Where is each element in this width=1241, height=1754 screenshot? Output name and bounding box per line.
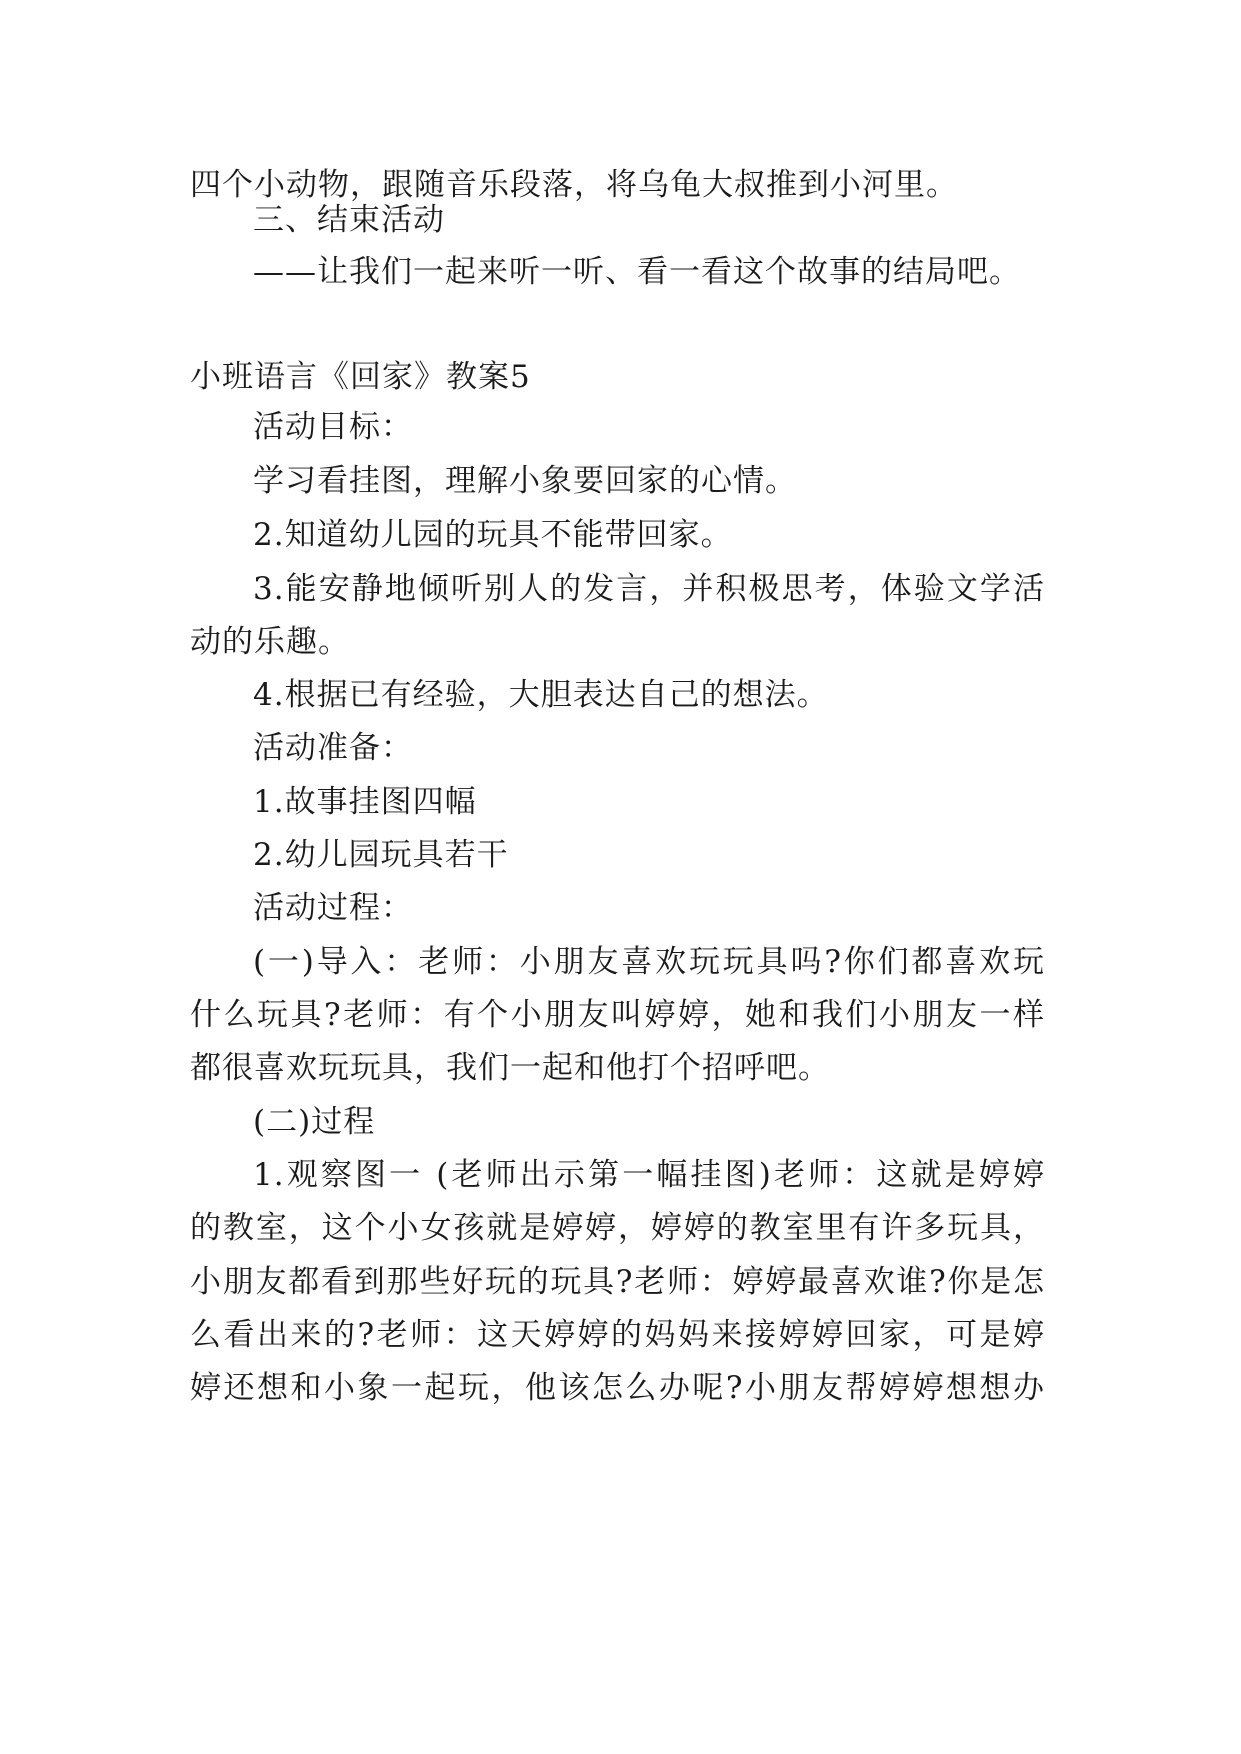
paragraph-line: ——让我们一起来听一听、看一看这个故事的结局吧。 [253,254,1021,290]
section-heading: 三、结束活动 [253,202,445,238]
paragraph-line: (一)导入：老师：小朋友喜欢玩玩具吗?你们都喜欢玩 [253,944,1045,980]
paragraph-line: 1.观察图一 (老师出示第一幅挂图)老师：这就是婷婷 [253,1157,1045,1193]
section-heading: 活动过程： [253,890,413,926]
list-item: 2.幼儿园玩具若干 [253,837,509,873]
section-heading: 活动准备： [253,730,413,766]
paragraph-line: 都很喜欢玩玩具，我们一起和他打个招呼吧。 [190,1050,830,1086]
paragraph-line: 动的乐趣。 [190,624,350,660]
list-item: 3.能安静地倾听别人的发言，并积极思考，体验文学活 [253,571,1045,607]
list-item: 学习看挂图，理解小象要回家的心情。 [253,463,797,499]
list-item: 1.故事挂图四幅 [253,784,477,820]
paragraph-line: 什么玩具?老师：有个小朋友叫婷婷，她和我们小朋友一样 [190,997,1045,1033]
document-title: 小班语言《回家》教案5 [190,359,531,395]
section-heading: 活动目标： [253,409,413,445]
paragraph-line: 小朋友都看到那些好玩的玩具?老师：婷婷最喜欢谁?你是怎 [190,1264,1045,1300]
section-heading: (二)过程 [253,1104,376,1140]
paragraph-line: 四个小动物，跟随音乐段落，将乌龟大叔推到小河里。 [190,167,958,203]
list-item: 2.知道幼儿园的玩具不能带回家。 [253,517,733,553]
paragraph-line: 么看出来的?老师：这天婷婷的妈妈来接婷婷回家，可是婷 [190,1317,1045,1353]
list-item: 4.根据已有经验，大胆表达自己的想法。 [253,677,829,713]
paragraph-line: 的教室，这个小女孩就是婷婷，婷婷的教室里有许多玩具， [190,1210,1045,1246]
paragraph-line: 婷还想和小象一起玩，他该怎么办呢?小朋友帮婷婷想想办 [190,1370,1045,1406]
